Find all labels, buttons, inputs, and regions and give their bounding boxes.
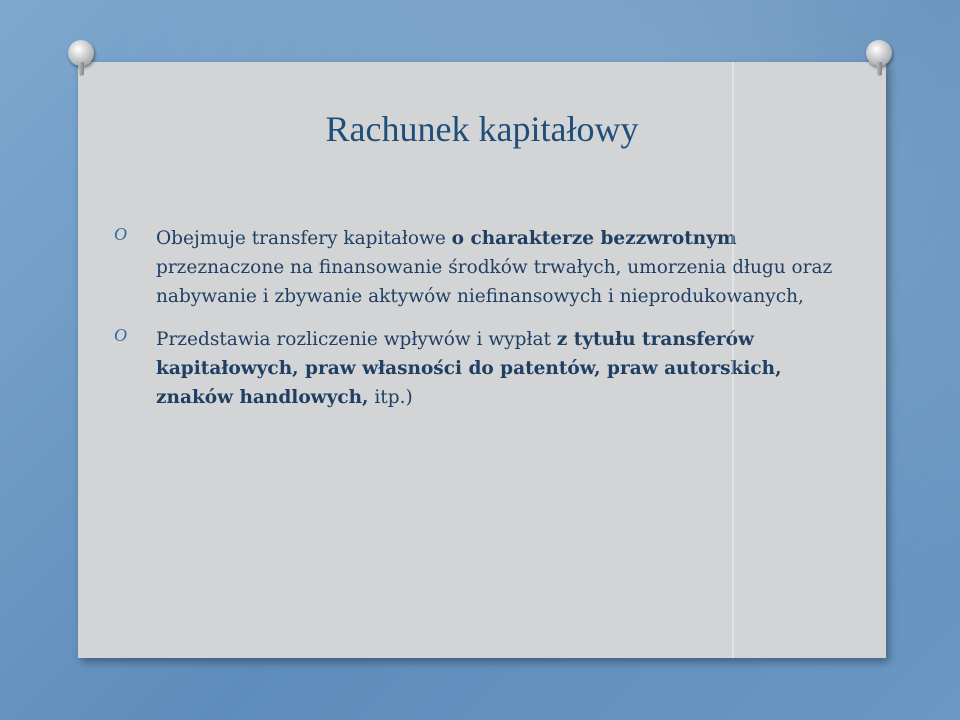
bullet-text-bold: z tytułu transferów kapitałowych, praw własności do patentów, praw autorskich, znaków handlowych, bbox=[156, 329, 782, 408]
bullet-text bbox=[156, 228, 832, 307]
bullet-text-tail: przeznaczone na finansowanie środków trwałych, umorzenia długu oraz nabywanie i zbywanie aktywów niefinansowych i nieprodukowanych, bbox=[156, 257, 833, 307]
bullet-text-normal: Obejmuje transfery kapitałowe bbox=[156, 228, 452, 249]
bullet-item-1 bbox=[114, 224, 854, 311]
bullet-marker-icon: O bbox=[114, 224, 127, 244]
bullet-item-2 bbox=[114, 325, 854, 412]
bullet-text bbox=[156, 329, 782, 408]
bullet-text-normal: Przedstawia rozliczenie wpływów i wypłat bbox=[156, 329, 557, 350]
pushpin-icon-right bbox=[866, 40, 892, 66]
bullet-list bbox=[114, 224, 854, 426]
bullet-text-bold: o charakterze bezzwrotnym bbox=[451, 228, 737, 249]
pushpin-icon-left bbox=[68, 40, 94, 66]
slide-title: Rachunek kapitałowy bbox=[325, 109, 639, 149]
slide-card bbox=[78, 62, 886, 658]
bullet-marker-icon: O bbox=[114, 325, 127, 345]
bullet-text-tail: itp.) bbox=[368, 387, 413, 408]
